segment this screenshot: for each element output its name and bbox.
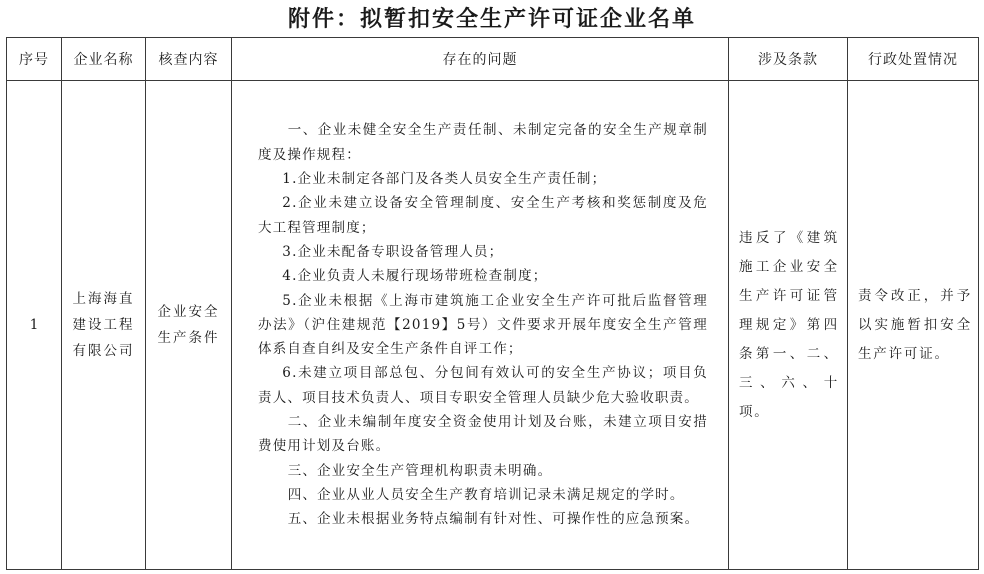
cell-company: 上海海直建设工程有限公司 (62, 81, 146, 570)
issue-1-2: 2.企业未建立设备安全管理制度、安全生产考核和奖惩制度及危大工程管理制度； (258, 195, 708, 236)
cell-clauses: 违反了《建筑施工企业安全生产许可证管理规定》第四条第一、二、三、六、十项。 (729, 81, 848, 570)
table-header-row (7, 38, 979, 81)
header-check: 核查内容 (146, 38, 232, 81)
enterprise-table (6, 37, 979, 570)
header-issues: 存在的问题 (232, 38, 729, 81)
issue-1-4: 4.企业负责人未履行现场带班检查制度； (282, 268, 548, 285)
issue-1: 一、企业未健全安全生产责任制、未制定完备的安全生产规章制度及操作规程： (258, 122, 708, 163)
header-clauses: 涉及条款 (729, 38, 848, 81)
issue-1-6: 6.未建立项目部总包、分包间有效认可的安全生产协议；项目负责人、项目技术负责人、项目专职安全管理人员缺少危大验收职责。 (258, 365, 708, 406)
cell-action: 责令改正，并予以实施暂扣安全生产许可证。 (848, 81, 979, 570)
header-seq: 序号 (7, 38, 62, 81)
issue-5: 五、企业未根据业务特点编制有针对性、可操作性的应急预案。 (287, 511, 700, 528)
cell-check: 企业安全生产条件 (146, 81, 232, 570)
issue-1-1: 1.企业未制定各部门及各类人员安全生产责任制； (282, 171, 607, 188)
table-row (7, 81, 979, 570)
header-company: 企业名称 (62, 38, 146, 81)
cell-seq: 1 (7, 81, 62, 570)
issue-4: 四、企业从业人员安全生产教育培训记录未满足规定的学时。 (287, 486, 685, 503)
page-title: 附件：拟暂扣安全生产许可证企业名单 (287, 6, 696, 32)
issue-1-3: 3.企业未配备专职设备管理人员； (282, 243, 504, 260)
issue-1-5: 5.企业未根据《上海市建筑施工企业安全生产许可批后监督管理办法》（沪住建规范【2019】5号）文件要求开展年度安全生产管理体系自查自纠及安全生产条件自评工作； (258, 292, 708, 358)
cell-issues (232, 81, 729, 570)
header-action: 行政处置情况 (848, 38, 979, 81)
issue-2: 二、企业未编制年度安全资金使用计划及台账，未建立项目安措费使用计划及台账。 (258, 414, 708, 455)
issue-3: 三、企业安全生产管理机构职责未明确。 (287, 462, 553, 479)
